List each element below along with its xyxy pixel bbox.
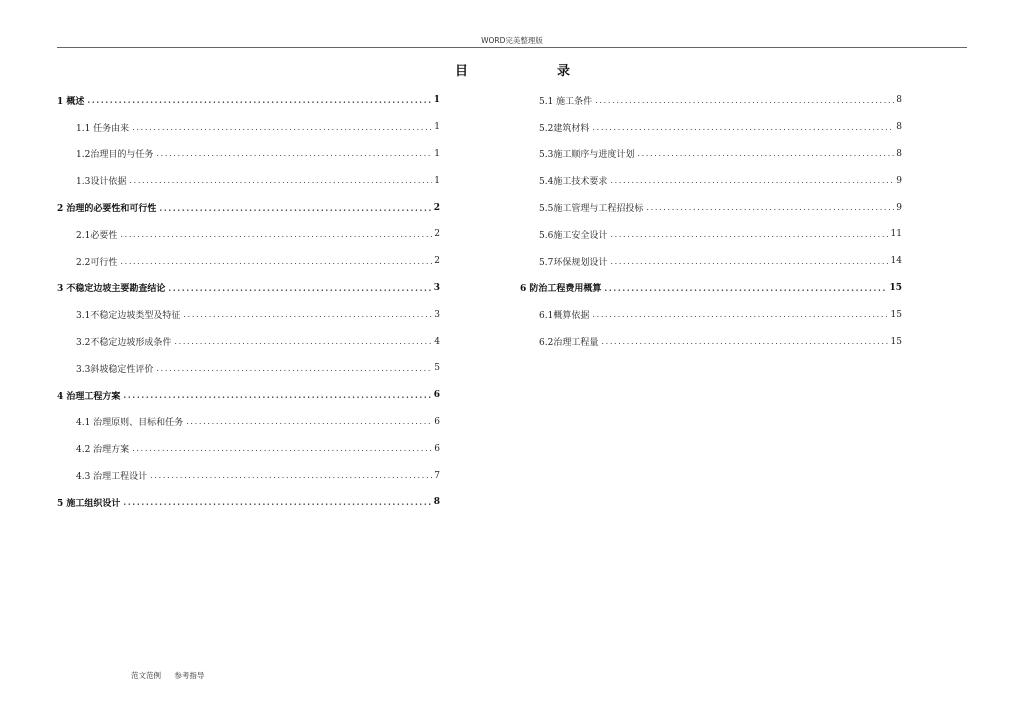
toc-entry-page-number: 9 — [896, 202, 902, 213]
dot-leader — [87, 95, 431, 105]
toc-entry-page-number: 8 — [433, 497, 440, 508]
dot-leader — [637, 149, 894, 158]
dot-leader — [150, 471, 432, 480]
toc-entry-page-number: 8 — [896, 95, 902, 106]
toc-entry-page-number: 15 — [890, 336, 902, 347]
toc-entry-page-number: 1 — [434, 148, 440, 159]
toc-entry-label: 2 治理的必要性和可行性 — [57, 204, 157, 215]
dot-leader — [168, 283, 431, 293]
toc-section-entry[interactable] — [57, 435, 440, 462]
toc-section-entry[interactable] — [520, 114, 902, 141]
toc-title-first-char: 目 — [455, 64, 469, 79]
toc-chapter-entry[interactable] — [57, 275, 440, 302]
toc-section-entry[interactable] — [57, 462, 440, 489]
toc-entry-label: 3.2不稳定边坡形成条件 — [76, 338, 172, 349]
dot-leader — [174, 337, 432, 346]
toc-entry-label: 4 治理工程方案 — [57, 391, 121, 402]
toc-entry-page-number: 1 — [434, 122, 440, 133]
toc-chapter-entry[interactable] — [57, 382, 440, 409]
dot-leader — [120, 230, 432, 239]
toc-section-entry[interactable] — [520, 248, 902, 275]
toc-entry-page-number: 7 — [434, 470, 440, 481]
page-header-text: WORD完美整理版 — [481, 36, 543, 45]
toc-entry-page-number: 1 — [434, 175, 440, 186]
toc-entry-page-number: 15 — [890, 309, 902, 320]
toc-section-entry[interactable] — [520, 167, 902, 194]
dot-leader — [132, 444, 432, 453]
toc-entry-page-number: 2 — [434, 256, 440, 267]
toc-column-right — [520, 87, 902, 355]
dot-leader — [592, 123, 894, 132]
toc-section-entry[interactable] — [57, 328, 440, 355]
toc-section-entry[interactable] — [520, 301, 902, 328]
toc-chapter-entry[interactable] — [57, 194, 440, 221]
dot-leader — [156, 364, 432, 373]
dot-leader — [156, 149, 432, 158]
toc-chapter-entry[interactable] — [57, 87, 440, 114]
toc-section-entry[interactable] — [57, 248, 440, 275]
page-footer — [131, 671, 204, 681]
dot-leader — [610, 176, 894, 185]
toc-entry-page-number: 6 — [434, 443, 440, 454]
dot-leader — [610, 230, 888, 239]
toc-section-entry[interactable] — [57, 141, 440, 168]
toc-chapter-entry[interactable] — [57, 489, 440, 516]
dot-leader — [159, 203, 431, 213]
toc-entry-page-number: 8 — [896, 148, 902, 159]
toc-entry-label: 2.1必要性 — [76, 230, 118, 241]
toc-section-entry[interactable] — [57, 114, 440, 141]
toc-entry-page-number: 2 — [433, 202, 440, 213]
toc-entry-label: 3.3斜坡稳定性评价 — [76, 364, 154, 375]
toc-entry-page-number: 3 — [434, 309, 440, 320]
toc-section-entry[interactable] — [520, 87, 902, 114]
dot-leader — [646, 203, 894, 212]
toc-entry-label: 5 施工组织设计 — [57, 498, 121, 509]
toc-section-entry[interactable] — [520, 328, 902, 355]
toc-section-entry[interactable] — [57, 355, 440, 382]
toc-section-entry[interactable] — [520, 194, 902, 221]
toc-entry-label: 4.3 治理工程设计 — [76, 472, 148, 483]
toc-entry-page-number: 8 — [896, 122, 902, 133]
toc-entry-page-number: 14 — [890, 256, 902, 267]
toc-entry-label: 5.5施工管理与工程招投标 — [539, 204, 644, 215]
footer-text-right: 参考指导 — [174, 671, 205, 680]
toc-section-entry[interactable] — [57, 301, 440, 328]
dot-leader — [610, 257, 888, 266]
header-divider — [57, 47, 967, 48]
footer-text-left: 范文范例 — [131, 671, 161, 680]
toc-column-left — [57, 87, 440, 516]
toc-entry-label: 5.4施工技术要求 — [539, 177, 608, 188]
toc-entry-label: 1.2治理目的与任务 — [76, 150, 154, 161]
toc-entry-label: 4.2 治理方案 — [76, 445, 130, 456]
toc-entry-label: 5.2建筑材料 — [539, 123, 590, 134]
toc-entry-label: 6 防治工程费用概算 — [520, 284, 602, 295]
dot-leader — [592, 310, 888, 319]
toc-entry-page-number: 4 — [434, 336, 440, 347]
toc-entry-label: 3 不稳定边坡主要勘查结论 — [57, 284, 166, 295]
toc-entry-label: 2.2可行性 — [76, 257, 118, 268]
toc-title-second-char: 录 — [557, 64, 571, 79]
dot-leader — [132, 123, 432, 132]
toc-section-entry[interactable] — [57, 221, 440, 248]
toc-section-entry[interactable] — [520, 141, 902, 168]
dot-leader — [123, 390, 431, 400]
toc-entry-page-number: 3 — [433, 282, 440, 293]
toc-entry-label: 1.3设计依据 — [76, 177, 127, 188]
toc-section-entry[interactable] — [520, 221, 902, 248]
toc-entry-label: 5.6施工安全设计 — [539, 230, 608, 241]
toc-entry-label: 5.7环保规划设计 — [539, 257, 608, 268]
dot-leader — [604, 283, 887, 293]
toc-entry-page-number: 15 — [889, 282, 902, 293]
toc-entry-label: 1.1 任务由来 — [76, 123, 130, 134]
dot-leader — [601, 337, 888, 346]
toc-entry-page-number: 5 — [434, 363, 440, 374]
toc-entry-label: 6.1概算依据 — [539, 311, 590, 322]
toc-entry-page-number: 9 — [896, 175, 902, 186]
toc-section-entry[interactable] — [57, 167, 440, 194]
toc-section-entry[interactable] — [57, 409, 440, 436]
toc-entry-label: 5.1 施工条件 — [539, 96, 593, 107]
toc-entry-label: 5.3施工顺序与进度计划 — [539, 150, 635, 161]
toc-entry-page-number: 2 — [434, 229, 440, 240]
toc-entry-label: 3.1不稳定边坡类型及特征 — [76, 311, 181, 322]
toc-entry-label: 6.2治理工程量 — [539, 338, 599, 349]
dot-leader — [120, 257, 432, 266]
toc-entry-label: 4.1 治理原则、目标和任务 — [76, 418, 184, 429]
dot-leader — [186, 417, 432, 426]
dot-leader — [123, 497, 431, 507]
dot-leader — [183, 310, 432, 319]
dot-leader — [129, 176, 432, 185]
toc-entry-label: 1 概述 — [57, 96, 85, 107]
toc-entry-page-number: 6 — [434, 416, 440, 427]
toc-entry-page-number: 1 — [433, 95, 440, 106]
toc-chapter-entry[interactable] — [520, 275, 902, 302]
dot-leader — [595, 96, 894, 105]
toc-entry-page-number: 6 — [433, 390, 440, 401]
toc-entry-page-number: 11 — [890, 229, 902, 240]
